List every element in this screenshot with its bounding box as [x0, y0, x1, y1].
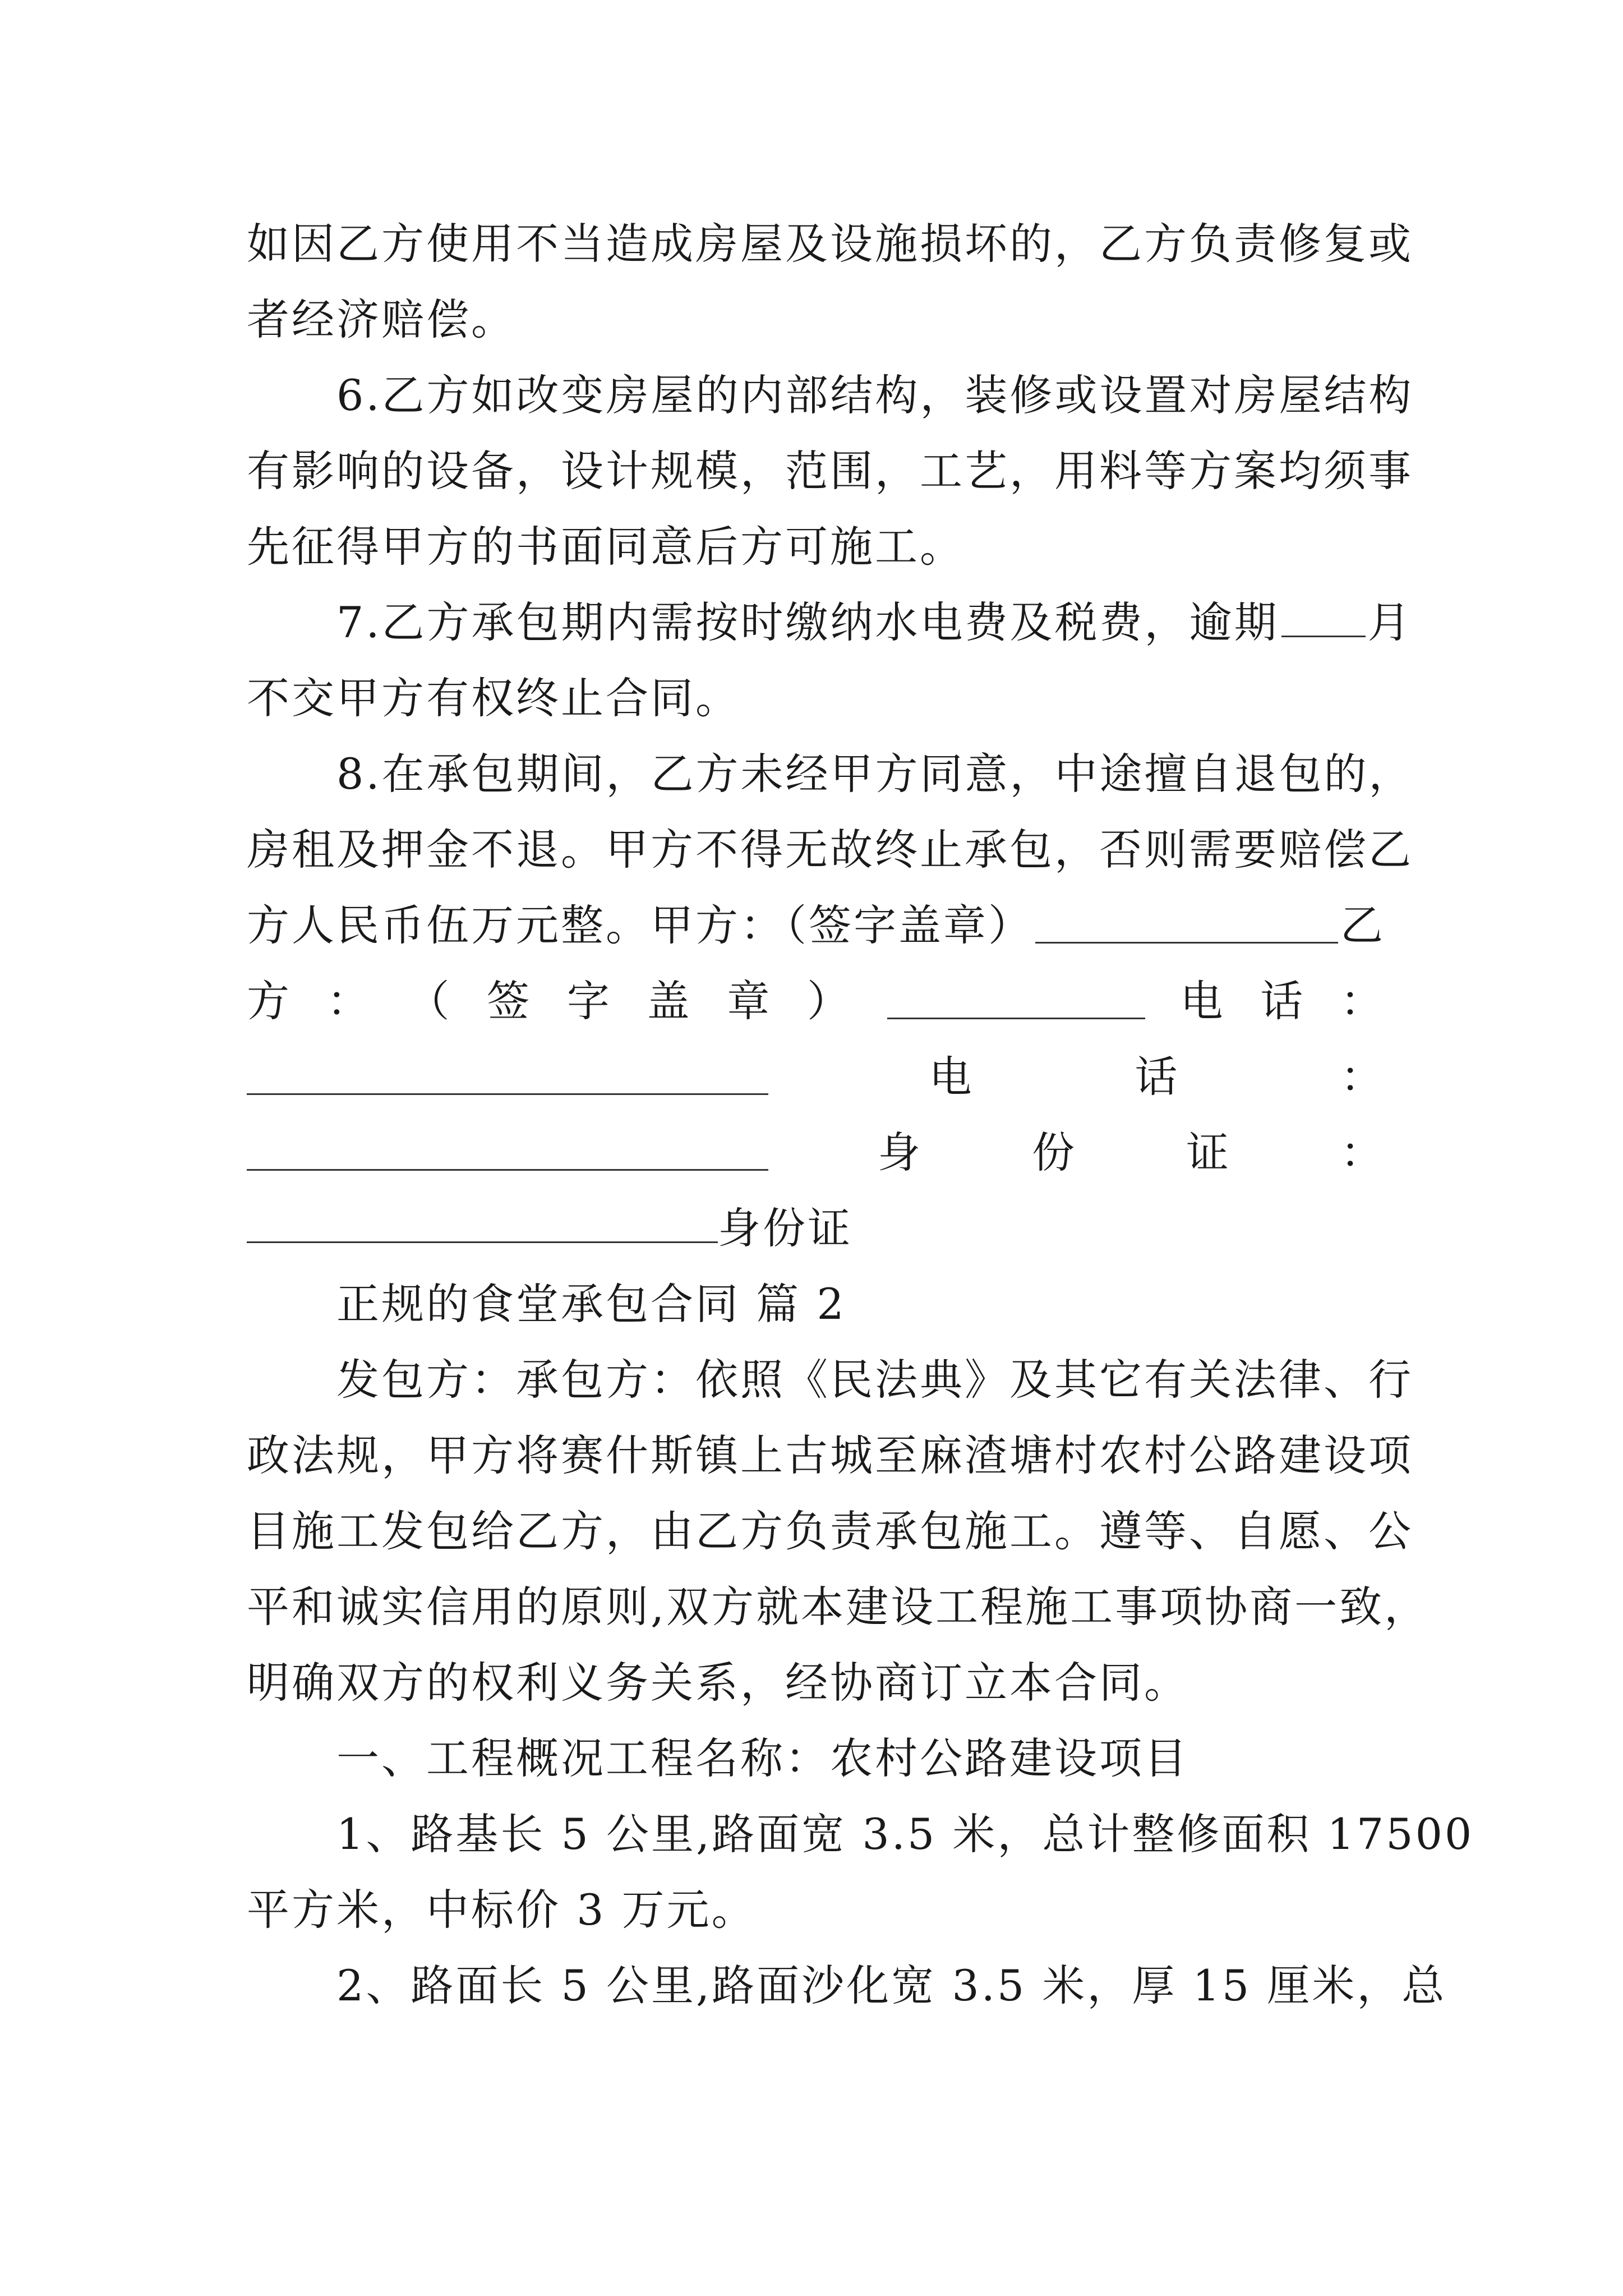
- id-card-line-2: [247, 1189, 1385, 1268]
- char: 话: [1135, 1052, 1180, 1102]
- paragraph-line: 明确双方的权利义务关系，经协商订立本合同。: [247, 1658, 1189, 1708]
- char: 身: [878, 1128, 923, 1177]
- clause-8-line: 8.在承包期间，乙方未经甲方同意，中途擅自退包的，: [336, 749, 1414, 799]
- char: 签: [487, 976, 532, 1026]
- paragraph-line: 平和诚实信用的原则,双方就本建设工程施工事项协商一致，: [247, 1582, 1430, 1632]
- char: 证: [1186, 1128, 1231, 1177]
- char: 字: [566, 976, 612, 1026]
- paragraph-line: 者经济赔偿。: [247, 295, 516, 344]
- paragraph-line: 平方米，中标价 3 万元。: [247, 1885, 757, 1935]
- char: ：: [326, 976, 372, 1026]
- clause-7-unit: 月: [1367, 597, 1413, 647]
- item-1-line: 1、路基长 5 公里,路面宽 3.5 米，总计整修面积 17500: [336, 1809, 1474, 1859]
- paragraph-line: 有影响的设备，设计规模，范围，工艺，用料等方案均须事: [247, 446, 1413, 496]
- paragraph-line: 政法规，甲方将赛什斯镇上古城至麻渣塘村农村公路建设项: [247, 1430, 1413, 1480]
- blank-line: [1281, 602, 1366, 637]
- char: 章: [727, 976, 772, 1026]
- blank-line: [247, 1208, 718, 1243]
- item-2-line: 2、路面长 5 公里,路面沙化宽 3.5 米，厚 15 厘米，总: [336, 1961, 1447, 2010]
- clause-6-line: 6.乙方如改变房屋的内部结构，装修或设置对房屋结构: [336, 370, 1414, 420]
- paragraph-line: 如因乙方使用不当造成房屋及设施损坏的，乙方负责修复或: [247, 219, 1413, 269]
- subsection-heading: 一、工程概况工程名称：农村公路建设项目: [336, 1733, 1189, 1783]
- char: 盖: [647, 976, 692, 1026]
- paragraph-line: 房租及押金不退。甲方不得无故终止承包，否则需要赔偿乙: [247, 825, 1413, 875]
- char: ：: [1340, 1052, 1385, 1102]
- char: 电: [1180, 976, 1225, 1026]
- char: 话: [1260, 976, 1306, 1026]
- signature-line-party-a: [247, 886, 1385, 965]
- char: ：: [1340, 976, 1385, 1026]
- char: 电: [929, 1052, 974, 1102]
- paragraph-line: 目施工发包给乙方，由乙方负责承包施工。遵等、自愿、公: [247, 1506, 1413, 1556]
- party-a-signature-label: 方人民币伍万元整。甲方：（签字盖章）: [247, 900, 1033, 950]
- blank-line: [887, 984, 1145, 1019]
- party-b-prefix: 乙: [1340, 900, 1385, 950]
- char: （: [407, 976, 452, 1026]
- id-card-line: [247, 1114, 1385, 1192]
- phone-line: [247, 1038, 1385, 1116]
- clause-7-text: 7.乙方承包期内需按时缴纳水电费及税费，逾期: [336, 597, 1279, 647]
- paragraph-line: 发包方：承包方：依照《民法典》及其它有关法律、行: [336, 1355, 1413, 1405]
- section-heading: 正规的食堂承包合同 篇 2: [336, 1279, 846, 1329]
- paragraph-line: 不交甲方有权终止合同。: [247, 673, 740, 723]
- char: 份: [1032, 1128, 1077, 1177]
- blank-line: [247, 1060, 768, 1095]
- char: ）: [807, 976, 852, 1026]
- paragraph-line: 先征得甲方的书面同意后方可施工。: [247, 522, 965, 572]
- id-card-label: 身份证: [718, 1203, 852, 1253]
- char: 方: [247, 976, 292, 1026]
- blank-line: [1035, 908, 1338, 944]
- signature-line-party-b: [247, 962, 1385, 1041]
- clause-7-line: [336, 583, 1413, 662]
- char: ：: [1340, 1128, 1385, 1177]
- blank-line: [247, 1135, 768, 1171]
